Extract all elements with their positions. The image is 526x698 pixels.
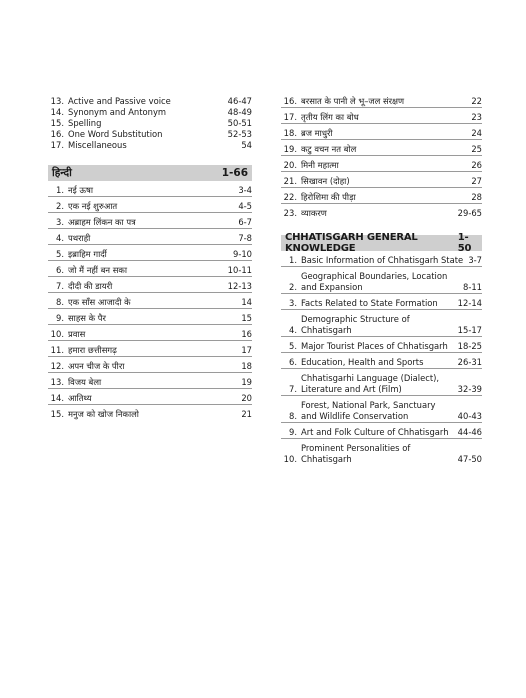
english-continued-list xyxy=(48,96,252,151)
toc-entry[interactable]: 5. Major Tourist Places of Chhatisgarh 18-25 xyxy=(281,341,482,353)
toc-entry[interactable]: 9. साहस के पैर 15 xyxy=(48,313,252,325)
toc-entry[interactable]: 1. Basic Information of Chhatisgarh State 3-7 xyxy=(281,255,482,267)
toc-entry[interactable]: 7. दीदी की डायरी 12-13 xyxy=(48,281,252,293)
toc-entry[interactable]: 15. मनुज को खोज निकालो 21 xyxy=(50,409,252,419)
toc-entry[interactable]: 8. Forest, National Park, Sanctuary and Wildlife Conservation 40-43 xyxy=(281,400,482,423)
toc-entry[interactable]: 15. Spelling 50-51 xyxy=(50,118,252,128)
toc-entry[interactable]: 13. Active and Passive voice 46-47 xyxy=(50,96,252,106)
toc-entry[interactable]: 17. Miscellaneous 54 xyxy=(50,140,252,150)
toc-entry[interactable]: 16. One Word Substitution 52-53 xyxy=(50,129,252,139)
toc-entry[interactable]: 6. जो मैं नहीं बन सका 10-11 xyxy=(48,265,252,277)
toc-right-column xyxy=(281,96,482,465)
cg-gk-range: 1-50 xyxy=(457,232,472,254)
toc-entry[interactable]: 4. पथराही 7-8 xyxy=(48,233,252,245)
toc-entry[interactable]: 2. एक नई शुरुआत 4-5 xyxy=(48,201,252,213)
toc-entry[interactable]: 12. अपन चीज के पीरा 18 xyxy=(48,361,252,373)
toc-entry[interactable]: 14. Synonym and Antonym 48-49 xyxy=(50,107,252,117)
toc-left-column xyxy=(48,96,252,420)
toc-entry[interactable]: 11. हमारा छत्तीसगढ़ 17 xyxy=(48,345,252,357)
toc-entry[interactable]: 9. Art and Folk Culture of Chhatisgarh 44-46 xyxy=(281,427,482,439)
toc-entry[interactable]: 4. Demographic Structure of Chhatisgarh 15-17 xyxy=(281,314,482,337)
cg-gk-section-header[interactable] xyxy=(281,232,482,254)
toc-entry[interactable]: 3. Facts Related to State Formation 12-14 xyxy=(281,298,482,310)
cg-gk-heading: CHHATISGARH GENERAL KNOWLEDGE xyxy=(285,232,418,254)
hindi-range: 1-66 xyxy=(221,167,248,179)
toc-entry[interactable]: 17. तृतीय लिंग का बोध 23 xyxy=(281,112,482,124)
toc-entry[interactable]: 23. व्याकरण 29-65 xyxy=(283,208,482,218)
toc-entry[interactable]: 22. हिरोशिमा की पीड़ा 28 xyxy=(281,192,482,204)
toc-entry[interactable]: 18. ब्रज माधुरी 24 xyxy=(281,128,482,140)
toc-entry[interactable]: 1. नई ऊषा 3-4 xyxy=(48,185,252,197)
toc-entry[interactable]: 16. बरसात के पानी ले भू–जल संरक्षण 22 xyxy=(281,96,482,108)
hindi-heading: हिन्दी xyxy=(52,167,72,179)
toc-entry[interactable]: 19. कटु वचन नत बोल 25 xyxy=(281,144,482,156)
hindi-list-left xyxy=(48,185,252,420)
toc-entry[interactable]: 8. एक साँस आजादी के 14 xyxy=(48,297,252,309)
hindi-list-right xyxy=(281,96,482,219)
toc-entry[interactable]: 13. विजय बेला 19 xyxy=(48,377,252,389)
toc-entry[interactable]: 2. Geographical Boundaries, Location and Expansion 8-11 xyxy=(281,271,482,294)
toc-entry[interactable]: 20. मिनी महात्मा 26 xyxy=(281,160,482,172)
toc-entry[interactable]: 10. Prominent Personalities of Chhatisgarh 47-50 xyxy=(283,443,482,464)
hindi-section-header[interactable] xyxy=(48,165,252,181)
toc-entry[interactable]: 7. Chhatisgarhi Language (Dialect), Literature and Art (Film) 32-39 xyxy=(281,373,482,396)
toc-entry[interactable]: 14. आतिथ्य 20 xyxy=(48,393,252,405)
cg-gk-list xyxy=(281,255,482,465)
toc-entry[interactable]: 21. सिखावन (दोहा) 27 xyxy=(281,176,482,188)
toc-entry[interactable]: 5. इब्राहिम गार्दी 9-10 xyxy=(48,249,252,261)
toc-entry[interactable]: 6. Education, Health and Sports 26-31 xyxy=(281,357,482,369)
toc-entry[interactable]: 10. प्रवास 16 xyxy=(48,329,252,341)
toc-entry[interactable]: 3. अब्राहम लिंकन का पत्र 6-7 xyxy=(48,217,252,229)
